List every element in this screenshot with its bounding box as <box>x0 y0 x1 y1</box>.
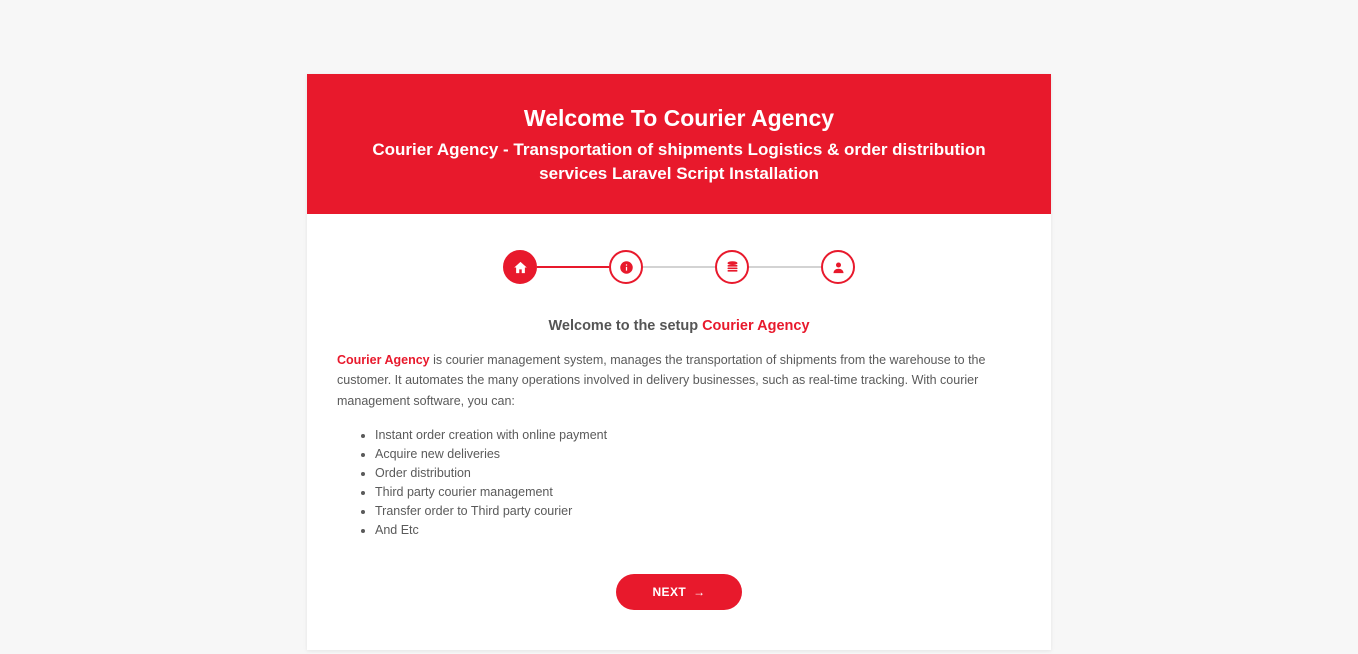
next-button-label: NEXT <box>652 584 687 599</box>
stepper-step-home[interactable] <box>503 250 537 284</box>
info-icon <box>619 260 634 275</box>
database-icon <box>725 260 740 275</box>
card-header <box>307 74 1051 214</box>
list-item: • Instant order creation with online payment <box>375 427 1021 443</box>
list-item: • Order distribution <box>375 465 1021 481</box>
stepper-connector-3 <box>749 266 821 268</box>
arrow-right-icon: → <box>693 584 706 599</box>
intro-brand: Courier Agency <box>337 353 430 368</box>
home-icon <box>513 260 528 275</box>
welcome-heading <box>337 318 1021 334</box>
welcome-brand: Courier Agency <box>702 318 810 335</box>
intro-paragraph <box>337 350 1021 411</box>
list-item: • Third party courier management <box>375 484 1021 500</box>
stepper-step-account[interactable] <box>821 250 855 284</box>
page-title: Welcome To Courier Agency <box>523 105 835 131</box>
card-body <box>307 214 1051 650</box>
next-button[interactable] <box>616 574 741 610</box>
stepper-step-requirements[interactable] <box>609 250 643 284</box>
feature-list <box>337 427 1021 538</box>
user-icon <box>831 260 846 275</box>
stepper-connector-2 <box>643 266 715 268</box>
installation-stepper <box>337 250 1021 284</box>
list-item: • And Etc <box>375 522 1021 538</box>
list-item: • Acquire new deliveries <box>375 446 1021 462</box>
intro-text: is courier management system, manages the transportation of shipments from the warehouse to the customer. It automates the many operations involved in delivery businesses, such as real-time tracking. With courier management software, you can: <box>337 353 986 408</box>
next-button-row <box>337 574 1021 610</box>
installer-card <box>307 74 1051 650</box>
stepper-connector-1 <box>537 266 609 268</box>
list-item: • Transfer order to Third party courier <box>375 503 1021 519</box>
welcome-prefix: Welcome to the setup <box>548 318 699 335</box>
page-subtitle: Courier Agency - Transportation of shipments Logistics & order distribution services Laravel Script Installation <box>372 139 986 184</box>
stepper-step-database[interactable] <box>715 250 749 284</box>
